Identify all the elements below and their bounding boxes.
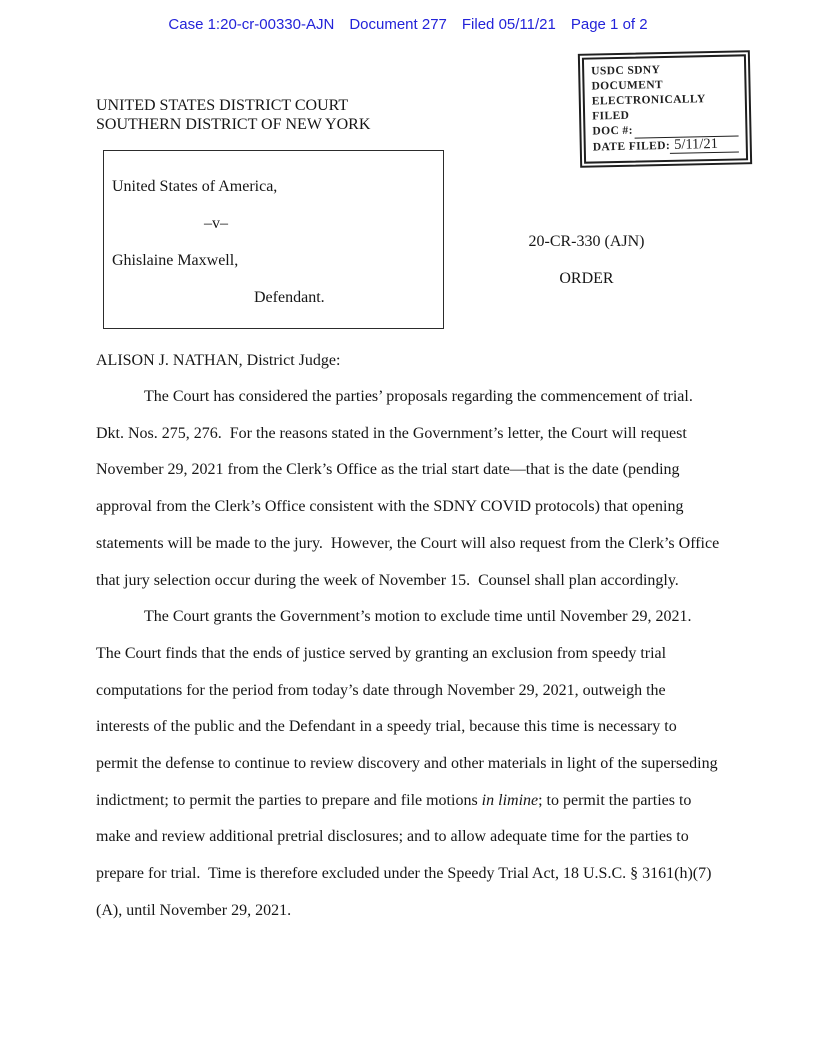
order-body bbox=[96, 379, 722, 930]
caption-defendant-label: Defendant. bbox=[254, 289, 325, 306]
case-info bbox=[450, 233, 723, 288]
case-number: 20-CR-330 (AJN) bbox=[528, 233, 645, 250]
filing-stamp bbox=[578, 50, 752, 168]
caption-defendant-name: Ghislaine Maxwell, bbox=[112, 252, 239, 269]
court-name-line1: UNITED STATES DISTRICT COURT bbox=[96, 97, 349, 114]
stamp-electronically-filed: ELECTRONICALLY FILED bbox=[591, 93, 706, 123]
stamp-doc-number-label: DOC #: bbox=[592, 124, 633, 138]
stamp-court-name: USDC SDNY bbox=[591, 64, 661, 78]
court-name-line2: SOUTHERN DISTRICT OF NEW YORK bbox=[96, 115, 371, 133]
filing-stamp-inner bbox=[582, 54, 748, 163]
header-filed-date: Filed 05/11/21 bbox=[461, 16, 556, 33]
stamp-date-filed-label: DATE FILED: bbox=[592, 139, 671, 154]
body-paragraph-2-pre: The Court grants the Government’s motion to exclude time until November 29, 2021. The Court finds that the ends of justice served by granting an exclusion from speedy trial computations for the period from today’s date through November 29, 2021, outweigh the interests of the public and the Defendant in a speedy trial, because this time is necessary to permit the defense to continue to review discovery and other materials in light of the superseding indictment; to permit the parties to prepare and file motions bbox=[96, 608, 722, 809]
caption-plaintiff: United States of America, bbox=[112, 178, 278, 195]
ecf-header bbox=[0, 16, 816, 33]
order-title: ORDER bbox=[559, 269, 614, 287]
judge-line: ALISON J. NATHAN, District Judge: bbox=[96, 352, 341, 369]
stamp-date-filed-value: 5/11/21 bbox=[670, 136, 739, 153]
header-case-number: Case 1:20-cr-00330-AJN bbox=[168, 16, 335, 33]
court-heading bbox=[96, 97, 370, 134]
body-paragraph-2 bbox=[96, 599, 722, 929]
in-limine-italic: in limine bbox=[481, 791, 539, 809]
stamp-date-filed-row bbox=[593, 136, 739, 155]
caption-box bbox=[103, 150, 444, 329]
body-paragraph-2-post: ; to permit the parties to make and review additional pretrial disclosures; and to allow adequate time for the parties to prepare for trial. Time is therefore excluded under the Speedy Trial Act, 18 U.S.C. § 3161(h)(7)(A), until November 29, 2021. bbox=[96, 791, 712, 919]
caption-versus: –v– bbox=[204, 215, 228, 232]
stamp-document-line: DOCUMENT bbox=[591, 79, 664, 93]
header-document-number: Document 277 bbox=[349, 16, 447, 33]
header-page-number: Page 1 of 2 bbox=[570, 16, 648, 33]
body-paragraph-1: The Court has considered the parties’ proposals regarding the commencement of trial. Dkt. Nos. 275, 276. For the reasons stated in the Government’s letter, the Court will request November 29, 2021 from the Clerk’s Office as the trial start date—that is the date (pending approval from the Clerk’s Office consistent with the SDNY COVID protocols) that opening statements will be made to the jury. However, the Court will also request from the Clerk’s Office that jury selection occur during the week of November 15. Counsel shall plan accordingly. bbox=[96, 388, 724, 589]
